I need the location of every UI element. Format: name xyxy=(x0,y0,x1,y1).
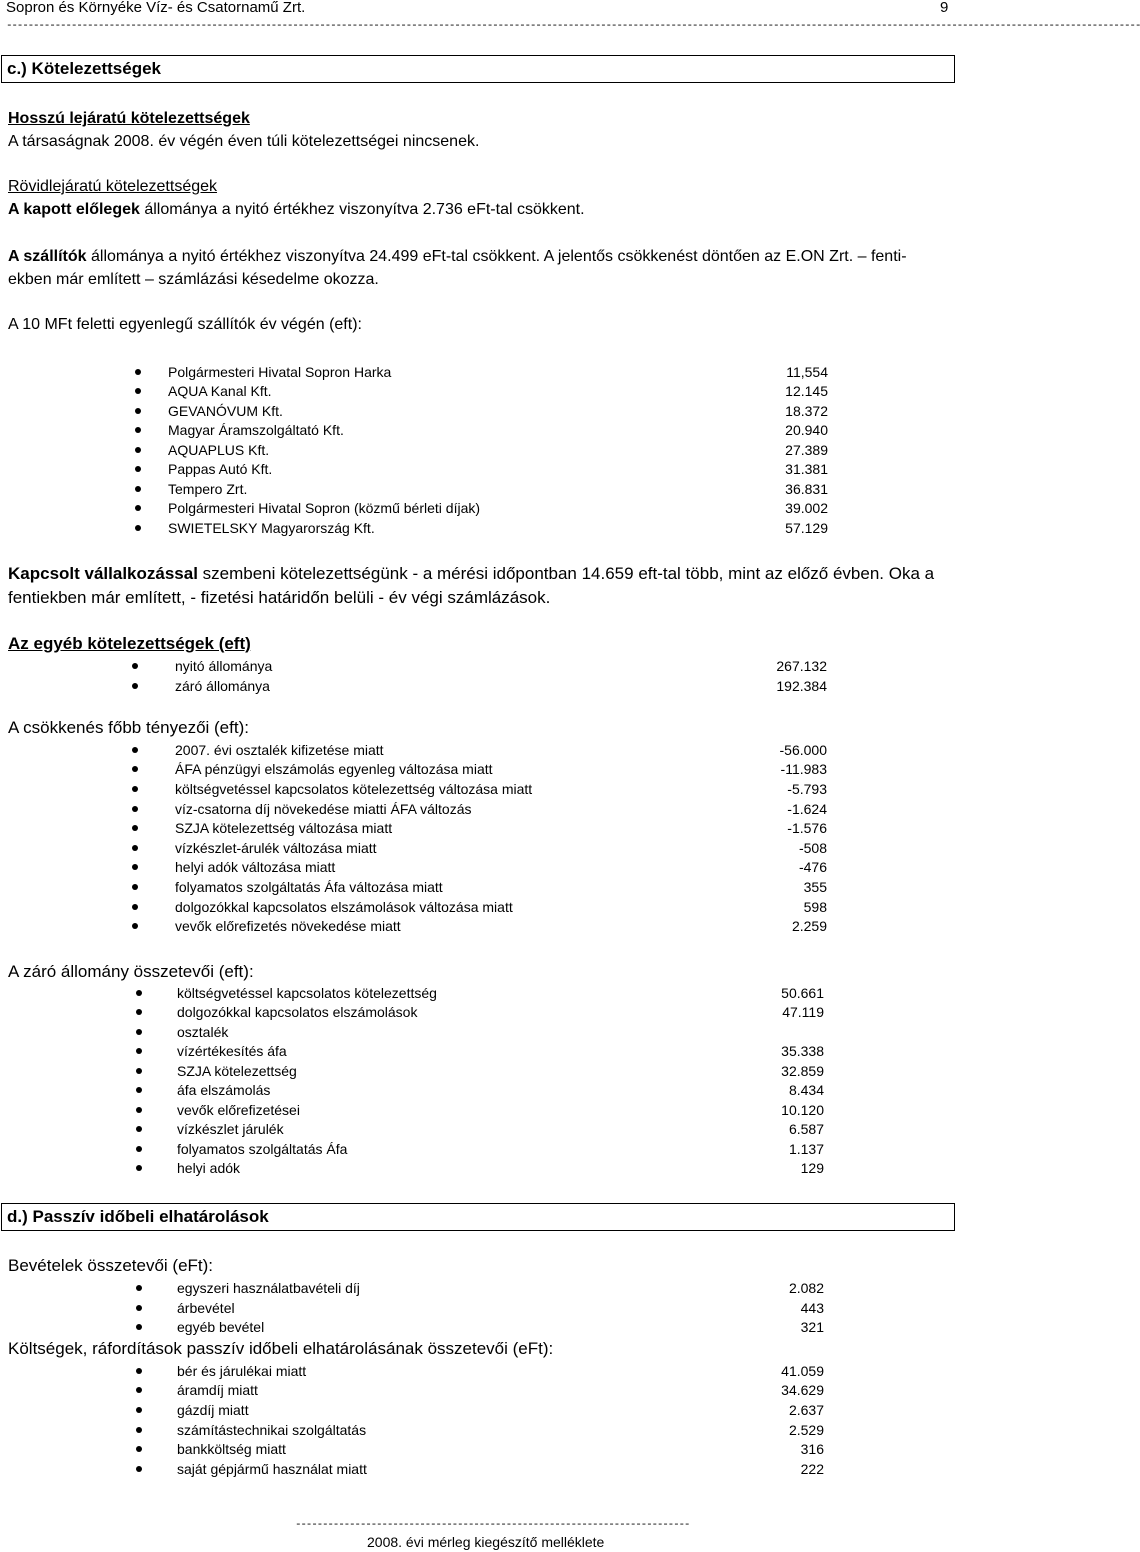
closing-value: 47.119 xyxy=(782,1004,824,1021)
closing-value: 6.587 xyxy=(788,1121,824,1138)
long-term-heading: Hosszú lejáratú kötelezettségek xyxy=(8,110,250,127)
revenue-value: 321 xyxy=(800,1319,824,1336)
suppliers-list-title: A 10 MFt feletti egyenlegű szállítók év végén (eft): xyxy=(8,316,362,333)
decrease-name: 2007. évi osztalék kifizetése miatt xyxy=(175,741,384,758)
suppliers-list xyxy=(138,362,828,538)
cost-name: saját gépjármű használat miatt xyxy=(177,1460,367,1477)
list-item xyxy=(135,877,827,897)
list-item xyxy=(135,779,827,799)
affiliated-rest: szembeni kötelezettségünk - a mérési időpontban 14.659 eft-tal több, mint az előző évben. Oka a xyxy=(197,564,935,583)
list-item xyxy=(139,1381,824,1401)
list-item xyxy=(139,1400,824,1420)
closing-value: 129 xyxy=(800,1160,824,1177)
closing-name: vevők előrefizetései xyxy=(177,1101,300,1118)
revenue-value: 2.082 xyxy=(788,1279,824,1296)
decrease-name: folyamatos szolgáltatás Áfa változása miatt xyxy=(175,878,443,895)
supplier-name: Polgármesteri Hivatal Sopron Harka xyxy=(168,363,392,380)
list-item xyxy=(139,1439,824,1459)
cost-value: 316 xyxy=(800,1441,824,1458)
cost-value: 41.059 xyxy=(781,1362,824,1379)
list-item xyxy=(135,760,827,780)
other-balances-list xyxy=(135,656,827,696)
list-item xyxy=(138,479,828,499)
supplier-name: AQUAPLUS Kft. xyxy=(168,441,270,458)
header-dash-line: ------------------------------------------------------------------------------------------------------------------------------------------------------------------------------------------------------------------ xyxy=(6,20,1140,32)
list-item xyxy=(139,1278,824,1298)
revenue-name: egyéb bevétel xyxy=(177,1319,265,1336)
list-item xyxy=(139,983,824,1003)
decrease-name: ÁFA pénzügyi elszámolás egyenleg változása miatt xyxy=(175,761,493,778)
company-name: Sopron és Környéke Víz- és Csatornamű Zrt. xyxy=(6,0,306,16)
list-item xyxy=(139,1003,824,1023)
cost-name: gázdíj miatt xyxy=(177,1401,249,1418)
list-item xyxy=(138,382,828,402)
affiliated-bold: Kapcsolt vállalkozással xyxy=(8,564,198,583)
list-item xyxy=(139,1022,824,1042)
list-item xyxy=(138,362,828,382)
revenue-name: árbevétel xyxy=(177,1299,235,1316)
supplier-value: 27.389 xyxy=(785,441,828,458)
closing-name: dolgozókkal kapcsolatos elszámolások xyxy=(177,1004,418,1021)
list-item xyxy=(138,401,828,421)
revenue-list xyxy=(139,1278,824,1337)
list-item xyxy=(135,818,827,838)
supplier-name: Tempero Zrt. xyxy=(168,480,248,497)
list-item xyxy=(139,1159,824,1179)
decrease-name: víz-csatorna díj növekedése miatti ÁFA változás xyxy=(175,800,472,817)
cost-name: számítástechnikai szolgáltatás xyxy=(177,1421,367,1438)
list-item xyxy=(139,1318,824,1338)
list-item xyxy=(138,440,828,460)
supplier-name: Pappas Autó Kft. xyxy=(168,461,273,478)
closing-name: vízértékesítés áfa xyxy=(177,1043,287,1060)
cost-name: áramdíj miatt xyxy=(177,1382,258,1399)
supplier-name: GEVANÓVUM Kft. xyxy=(168,402,283,419)
suppliers-bold: A szállítók xyxy=(8,248,87,265)
cost-list xyxy=(139,1361,824,1479)
decrease-name: SZJA kötelezettség változása miatt xyxy=(175,820,393,837)
advances-paragraph xyxy=(8,201,585,219)
footer-dash-line: ------------------------------------------------------------------------- xyxy=(295,1519,690,1531)
decrease-value: -1.576 xyxy=(787,820,827,837)
list-item xyxy=(139,1061,824,1081)
list-item xyxy=(135,656,827,676)
supplier-value: 12.145 xyxy=(785,383,828,400)
supplier-value: 20.940 xyxy=(785,422,828,439)
long-term-text: A társaságnak 2008. év végén éven túli kötelezettségei nincsenek. xyxy=(8,133,480,150)
closing-list xyxy=(139,983,824,1178)
closing-name: osztalék xyxy=(177,1023,229,1040)
decrease-name: helyi adók változása miatt xyxy=(175,859,336,876)
decrease-value: -5.793 xyxy=(787,780,827,797)
page-number: 9 xyxy=(940,0,949,16)
list-item xyxy=(139,1420,824,1440)
closing-name: költségvetéssel kapcsolatos kötelezettség xyxy=(177,984,437,1001)
closing-value: 50.661 xyxy=(781,984,824,1001)
decrease-value: -508 xyxy=(798,839,827,856)
supplier-value: 39.002 xyxy=(785,500,828,517)
footer-text: 2008. évi mérleg kiegészítő melléklete xyxy=(367,1534,605,1550)
list-item xyxy=(138,518,828,538)
decrease-heading: A csökkenés főbb tényezői (eft): xyxy=(8,718,249,737)
closing-value: 32.859 xyxy=(781,1062,824,1079)
decrease-value: 2.259 xyxy=(791,918,827,935)
advances-rest: állománya a nyitó értékhez viszonyítva 2.736 eFt-tal csökkent. xyxy=(139,201,585,218)
list-item xyxy=(135,916,827,936)
supplier-value: 31.381 xyxy=(785,461,828,478)
closing-name: áfa elszámolás xyxy=(177,1082,271,1099)
supplier-name: Magyar Áramszolgáltató Kft. xyxy=(168,422,344,439)
list-item xyxy=(135,897,827,917)
revenue-heading: Bevételek összetevői (eFt): xyxy=(8,1256,214,1275)
cost-value: 2.529 xyxy=(788,1421,824,1438)
cost-heading: Költségek, ráfordítások passzív időbeli elhatárolásának összetevői (eFt): xyxy=(8,1339,554,1358)
supplier-value: 36.831 xyxy=(785,480,828,497)
closing-heading: A záró állomány összetevői (eft): xyxy=(8,962,254,981)
supplier-value: 11,554 xyxy=(786,363,828,380)
decrease-value: -11.983 xyxy=(780,761,827,778)
balance-value: 192.384 xyxy=(776,678,827,694)
list-item xyxy=(139,1100,824,1120)
affiliated-paragraph-line2: fentiekben már említett, - fizetési határidőn belüli - év végi számlázások. xyxy=(8,588,551,607)
cost-value: 222 xyxy=(800,1460,824,1477)
supplier-value: 57.129 xyxy=(785,519,828,536)
revenue-name: egyszeri használatbavételi díj xyxy=(177,1279,360,1296)
decrease-name: dolgozókkal kapcsolatos elszámolások változása miatt xyxy=(175,898,513,915)
list-item xyxy=(135,858,827,878)
list-item xyxy=(138,421,828,441)
section-d-title: d.) Passzív időbeli elhatárolások xyxy=(1,1203,955,1231)
cost-name: bér és járulékai miatt xyxy=(177,1362,307,1379)
decrease-name: vevők előrefizetés növekedése miatt xyxy=(175,918,401,935)
revenue-value: 443 xyxy=(800,1299,824,1316)
list-item xyxy=(135,740,827,760)
decrease-value: -476 xyxy=(798,859,827,876)
suppliers-rest: állománya a nyitó értékhez viszonyítva 24.499 eFt-tal csökkent. A jelentős csökkenést döntően az E.ON Zrt. – fenti- xyxy=(86,248,907,265)
decrease-list xyxy=(135,740,827,936)
closing-name: SZJA kötelezettség xyxy=(177,1062,297,1079)
list-item xyxy=(138,460,828,480)
cost-value: 2.637 xyxy=(788,1401,824,1418)
suppliers-paragraph-line1 xyxy=(8,248,907,266)
supplier-name: AQUA Kanal Kft. xyxy=(168,383,272,400)
decrease-value: -1.624 xyxy=(787,800,827,817)
decrease-value: 598 xyxy=(803,898,827,915)
decrease-name: vízkészlet-árulék változása miatt xyxy=(175,839,377,856)
supplier-value: 18.372 xyxy=(785,402,828,419)
cost-value: 34.629 xyxy=(781,1382,824,1399)
cost-name: bankköltség miatt xyxy=(177,1441,286,1458)
advances-bold: A kapott előlegek xyxy=(8,201,140,218)
list-item xyxy=(138,499,828,519)
list-item xyxy=(139,1120,824,1140)
suppliers-paragraph-line2: ekben már említett – számlázási késedelme okozza. xyxy=(8,271,379,288)
list-item xyxy=(139,1081,824,1101)
short-term-heading: Rövidlejáratú kötelezettségek xyxy=(8,178,218,195)
list-item xyxy=(139,1459,824,1479)
balance-name: záró állománya xyxy=(175,678,270,694)
supplier-name: SWIETELSKY Magyarország Kft. xyxy=(168,519,375,536)
closing-name: helyi adók xyxy=(177,1160,241,1177)
closing-value: 10.120 xyxy=(781,1101,824,1118)
list-item xyxy=(139,1042,824,1062)
list-item xyxy=(139,1361,824,1381)
list-item xyxy=(139,1298,824,1318)
list-item xyxy=(135,799,827,819)
supplier-name: Polgármesteri Hivatal Sopron (közmű bérleti díjak) xyxy=(168,500,481,517)
balance-value: 267.132 xyxy=(776,658,827,674)
list-item xyxy=(135,838,827,858)
closing-value: 8.434 xyxy=(788,1082,824,1099)
balance-name: nyitó állománya xyxy=(175,658,273,674)
list-item xyxy=(139,1139,824,1159)
decrease-value: -56.000 xyxy=(779,741,827,758)
decrease-name: költségvetéssel kapcsolatos kötelezettség változása miatt xyxy=(175,780,533,797)
section-c-title: c.) Kötelezettségek xyxy=(1,55,955,83)
list-item xyxy=(135,676,827,696)
closing-name: vízkészlet járulék xyxy=(177,1121,284,1138)
closing-value: 1.137 xyxy=(788,1140,824,1157)
affiliated-paragraph-line1 xyxy=(8,564,934,584)
closing-name: folyamatos szolgáltatás Áfa xyxy=(177,1140,348,1157)
closing-value: 35.338 xyxy=(781,1043,824,1060)
other-liabilities-heading: Az egyéb kötelezettségek (eft) xyxy=(8,634,251,653)
decrease-value: 355 xyxy=(803,878,827,895)
